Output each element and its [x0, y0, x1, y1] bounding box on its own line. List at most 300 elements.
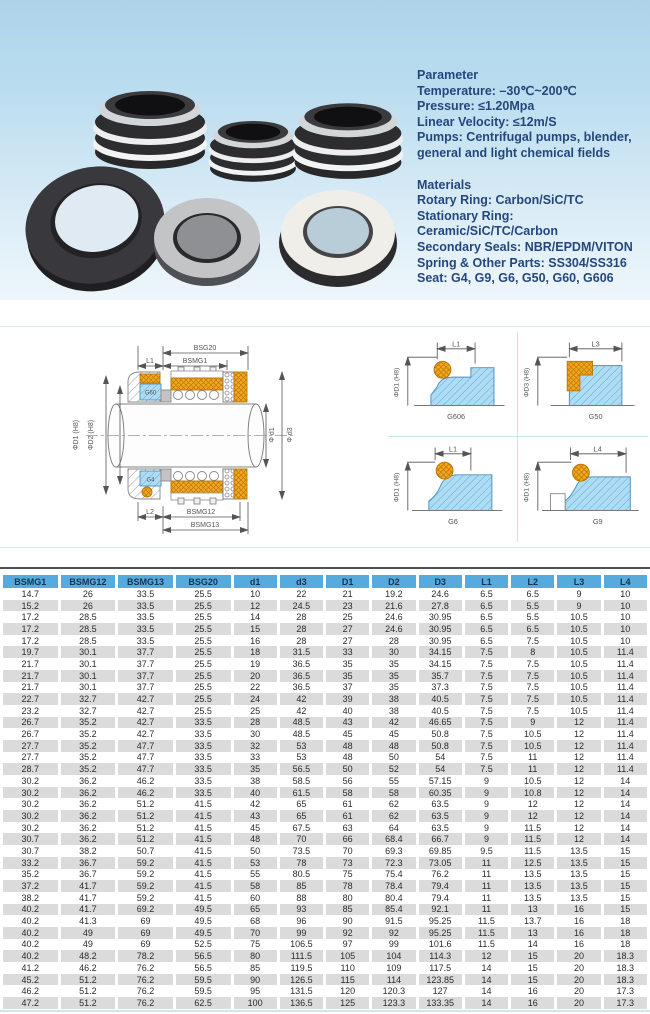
- table-cell: 15: [234, 623, 277, 635]
- table-cell: 12: [234, 600, 277, 612]
- table-row: [3, 869, 647, 881]
- table-cell: 27: [326, 623, 369, 635]
- table-cell: 95.25: [428, 916, 452, 927]
- table-row: [3, 962, 647, 974]
- table-cell: 41.2: [21, 962, 40, 973]
- table-cell: 45.2: [3, 974, 58, 986]
- table-row: [3, 904, 647, 916]
- table-cell: 40: [342, 705, 353, 716]
- table-cell: 73.5: [292, 845, 311, 856]
- parameter-line: Temperature: –30℃~200℃: [417, 83, 577, 98]
- table-cell: 51.2: [61, 997, 116, 1009]
- table-cell: 42: [296, 705, 307, 716]
- table-cell: 40.5: [431, 705, 449, 716]
- table-cell: 131.5: [290, 986, 313, 997]
- table-cell: 11: [465, 857, 508, 869]
- table-cell: 7.5: [465, 717, 508, 729]
- carbon-ring: [14, 154, 177, 300]
- table-cell: 63.5: [431, 822, 449, 833]
- table-cell: 24.6: [385, 612, 403, 623]
- table-cell: 11.4: [604, 670, 647, 682]
- column-header: BSMG12: [61, 575, 116, 588]
- seat-dim-label: L4: [593, 444, 602, 454]
- table-cell: 41.5: [176, 810, 231, 822]
- table-cell: 101.6: [428, 939, 452, 950]
- table-row: [3, 728, 647, 740]
- table-cell: 10.5: [570, 705, 588, 716]
- table-cell: 10.5: [570, 658, 588, 669]
- table-cell: 10: [250, 588, 261, 599]
- table-cell: 21.6: [372, 600, 415, 612]
- table-cell: 24.5: [280, 600, 323, 612]
- table-cell: 67.5: [292, 822, 311, 833]
- column-header: L2: [511, 575, 554, 588]
- table-cell: 48.2: [61, 950, 116, 962]
- table-cell: 32.7: [79, 705, 97, 716]
- table-cell: 11.5: [478, 916, 495, 927]
- table-cell: 38: [250, 775, 261, 786]
- materials-line: Secondary Seals: NBR/EPDM/VITON: [417, 239, 633, 254]
- table-cell: 10.5: [557, 693, 600, 705]
- table-cell: 25.5: [194, 658, 212, 669]
- table-cell: 52: [372, 763, 415, 775]
- table-cell: 36.2: [79, 775, 97, 786]
- table-row: [3, 658, 647, 670]
- table-cell: 59.2: [118, 857, 173, 869]
- table-cell: 72.3: [372, 857, 415, 869]
- table-cell: 15: [511, 974, 554, 986]
- table-cell: 7.5: [465, 763, 508, 775]
- table-cell: 28: [296, 612, 307, 623]
- table-cell: 58: [234, 880, 277, 892]
- table-cell: 46.2: [21, 986, 40, 997]
- table-cell: 7.5: [526, 682, 539, 693]
- table-row: [3, 974, 647, 986]
- table-cell: 126.5: [280, 974, 323, 986]
- table-cell: 20: [557, 974, 600, 986]
- table-cell: 11.4: [616, 729, 634, 740]
- table-cell: 42.7: [118, 717, 173, 729]
- table-row: [3, 682, 647, 694]
- materials-line: Stationary Ring: Ceramic/SiC/TC/Carbon: [417, 208, 559, 239]
- table-cell: 34.15: [428, 658, 452, 669]
- table-cell: 25.5: [176, 670, 231, 682]
- table-cell: 40.2: [3, 950, 58, 962]
- table-cell: 27.8: [419, 600, 462, 612]
- table-cell: 14: [481, 986, 492, 997]
- table-cell: 17.2: [21, 635, 40, 646]
- table-cell: 54: [419, 763, 462, 775]
- table-cell: 78.4: [372, 880, 415, 892]
- table-row: [3, 892, 647, 904]
- table-row: [3, 997, 647, 1009]
- table-cell: 41.3: [79, 916, 97, 927]
- bellows-seal-small: [209, 121, 298, 182]
- table-cell: 28: [388, 635, 399, 646]
- table-cell: 11: [465, 904, 508, 916]
- table-cell: 56.5: [176, 950, 231, 962]
- table-cell: 15: [604, 857, 647, 869]
- table-row: [3, 810, 647, 822]
- table-cell: 99: [280, 927, 323, 939]
- table-cell: 127: [432, 986, 448, 997]
- table-cell: 28: [234, 717, 277, 729]
- table-cell: 41.7: [61, 904, 116, 916]
- table-cell: 45: [250, 822, 261, 833]
- table-cell: 18: [620, 916, 631, 927]
- table-cell: 36.7: [61, 857, 116, 869]
- table-cell: 45: [388, 729, 399, 740]
- table-cell: 33.5: [194, 729, 212, 740]
- table-cell: 13.5: [523, 869, 542, 880]
- table-cell: 30.95: [419, 623, 462, 635]
- column-header: D1: [326, 575, 369, 588]
- seat-diagram-g9: [518, 437, 648, 542]
- table-cell: 41.5: [194, 892, 212, 903]
- table-header-row: [3, 575, 647, 588]
- table-cell: 73: [326, 857, 369, 869]
- table-cell: 6.5: [526, 588, 539, 599]
- table-cell: 28.5: [61, 623, 116, 635]
- table-cell: 40.2: [3, 927, 58, 939]
- table-cell: 69: [140, 939, 151, 950]
- table-cell: 25.5: [194, 635, 212, 646]
- table-cell: 52.5: [194, 939, 212, 950]
- table-cell: 27: [342, 635, 353, 646]
- table-cell: 11.4: [616, 658, 634, 669]
- table-cell: 40.2: [21, 939, 40, 950]
- table-cell: 14: [604, 787, 647, 799]
- table-cell: 90: [234, 974, 277, 986]
- table-cell: 23.2: [21, 705, 40, 716]
- table-cell: 70: [234, 927, 277, 939]
- hero-section: [0, 0, 650, 300]
- table-cell: 25.5: [194, 588, 212, 599]
- table-row: [3, 833, 647, 845]
- seat-bore-label: ΦD1 (H8): [392, 472, 400, 503]
- table-cell: 12: [557, 787, 600, 799]
- table-row: [3, 600, 647, 612]
- diagram-section: [0, 326, 650, 548]
- table-cell: 49.5: [176, 927, 231, 939]
- table-cell: 16: [573, 916, 584, 927]
- table-cell: 88: [296, 892, 307, 903]
- table-row: [3, 588, 647, 600]
- table-cell: 6.5: [511, 623, 554, 635]
- table-cell: 36.2: [61, 810, 116, 822]
- table-cell: 35: [388, 658, 399, 669]
- seat-diagram-g606: [388, 332, 518, 437]
- table-cell: 34.15: [419, 646, 462, 658]
- table-cell: 12.5: [511, 857, 554, 869]
- table-cell: 63.5: [419, 810, 462, 822]
- table-cell: 33.5: [176, 763, 231, 775]
- table-cell: 37.7: [118, 670, 173, 682]
- table-cell: 59.2: [136, 869, 155, 880]
- materials-line: Seat: G4, G9, G6, G50, G60, G606: [417, 271, 614, 286]
- table-cell: 12: [557, 833, 600, 845]
- table-cell: 32: [234, 740, 277, 752]
- table-cell: 75: [342, 869, 353, 880]
- table-cell: 9: [576, 588, 582, 599]
- table-cell: 35.7: [419, 670, 462, 682]
- table-cell: 41.5: [194, 845, 212, 856]
- table-cell: 35.2: [61, 740, 116, 752]
- table-row: [3, 939, 647, 951]
- table-cell: 25: [250, 705, 261, 716]
- dim-label-d2h8: ΦD2 (H8): [88, 419, 95, 451]
- table-cell: 42: [250, 799, 261, 810]
- table-cell: 33.5: [176, 717, 231, 729]
- table-cell: 7.5: [526, 658, 539, 669]
- table-cell: 110: [340, 962, 355, 973]
- table-cell: 14: [604, 833, 647, 845]
- table-cell: 12: [573, 799, 584, 810]
- table-cell: 123.85: [419, 974, 462, 986]
- table-cell: 7.5: [465, 693, 508, 705]
- table-cell: 7.5: [480, 752, 493, 763]
- table-cell: 51.2: [136, 822, 155, 833]
- table-cell: 33.2: [3, 857, 58, 869]
- table-row: [3, 646, 647, 658]
- table-cell: 43: [326, 717, 369, 729]
- table-cell: 11.4: [604, 740, 647, 752]
- table-cell: 33: [250, 752, 261, 763]
- table-cell: 51.2: [79, 986, 97, 997]
- table-cell: 133.35: [419, 997, 462, 1009]
- table-cell: 38.2: [79, 845, 97, 856]
- table-cell: 65: [280, 810, 323, 822]
- table-cell: 14: [465, 974, 508, 986]
- table-cell: 7.5: [480, 705, 493, 716]
- materials-line: Spring & Other Parts: SS304/SS316: [417, 255, 627, 270]
- table-cell: 55: [388, 775, 399, 786]
- white-ring: [279, 190, 397, 287]
- table-cell: 25.5: [194, 682, 212, 693]
- table-cell: 97: [342, 939, 353, 950]
- table-cell: 20: [234, 670, 277, 682]
- table-cell: 13.5: [570, 892, 588, 903]
- table-cell: 6.5: [465, 623, 508, 635]
- table-cell: 100: [234, 997, 277, 1009]
- table-cell: 36.5: [292, 658, 311, 669]
- table-cell: 28: [280, 623, 323, 635]
- parameter-line: general and light chemical fields: [417, 145, 611, 160]
- table-cell: 18: [620, 939, 631, 950]
- table-cell: 92: [372, 927, 415, 939]
- table-cell: 50: [388, 752, 399, 763]
- table-cell: 85: [326, 904, 369, 916]
- table-cell: 30.2: [21, 775, 40, 786]
- table-cell: 37.7: [136, 682, 155, 693]
- table-cell: 48: [326, 740, 369, 752]
- table-cell: 33.5: [194, 752, 212, 763]
- table-cell: 10.5: [523, 729, 542, 740]
- table-cell: 14: [620, 822, 631, 833]
- table-cell: 7.5: [465, 670, 508, 682]
- table-cell: 36.5: [292, 682, 311, 693]
- table-cell: 58.5: [292, 775, 311, 786]
- table-cell: 41.5: [194, 869, 212, 880]
- table-cell: 14.7: [21, 588, 40, 599]
- table-cell: 15: [527, 962, 538, 973]
- table-cell: 26: [82, 588, 93, 599]
- table-cell: 12: [465, 950, 508, 962]
- table-cell: 90: [342, 916, 353, 927]
- table-cell: 70: [342, 845, 353, 856]
- bellows-seal-large: [93, 91, 207, 169]
- table-cell: 33.5: [136, 635, 155, 646]
- table-cell: 11.5: [524, 845, 542, 856]
- table-cell: 12: [557, 717, 600, 729]
- materials-block: [417, 178, 647, 287]
- table-cell: 35.2: [21, 869, 40, 880]
- table-cell: 25.5: [176, 600, 231, 612]
- table-cell: 28.5: [79, 612, 97, 623]
- table-cell: 15.2: [3, 600, 58, 612]
- gray-ring: [154, 198, 260, 286]
- table-cell: 7.5: [480, 682, 493, 693]
- table-cell: 99: [388, 939, 399, 950]
- table-cell: 15: [604, 904, 647, 916]
- spacer: [0, 300, 650, 326]
- table-cell: 47.7: [136, 752, 155, 763]
- table-cell: 11.5: [511, 833, 554, 845]
- table-cell: 28.5: [79, 635, 97, 646]
- table-cell: 25: [342, 612, 353, 623]
- table-row: [3, 775, 647, 787]
- seat-name-label: G50: [588, 411, 603, 421]
- table-cell: 8: [511, 646, 554, 658]
- table-cell: 16: [557, 927, 600, 939]
- table-cell: 12: [557, 763, 600, 775]
- table-row: [3, 740, 647, 752]
- table-cell: 76.2: [118, 997, 173, 1009]
- table-cell: 10.5: [570, 612, 588, 623]
- table-cell: 25.5: [176, 693, 231, 705]
- table-cell: 33.5: [118, 623, 173, 635]
- table-row: [3, 763, 647, 775]
- table-cell: 60.35: [419, 787, 462, 799]
- table-row: [3, 845, 647, 857]
- table-cell: 11: [481, 869, 492, 880]
- table-cell: 36.7: [79, 869, 97, 880]
- table-cell: 30: [372, 646, 415, 658]
- table-cell: 61: [342, 799, 353, 810]
- table-cell: 12: [573, 729, 584, 740]
- table-cell: 9: [465, 810, 508, 822]
- table-cell: 37: [342, 682, 353, 693]
- table-cell: 25.5: [194, 612, 212, 623]
- table-cell: 92: [326, 927, 369, 939]
- table-row: [3, 635, 647, 647]
- table-cell: 37.7: [118, 646, 173, 658]
- table-cell: 59.5: [194, 986, 212, 997]
- table-cell: 16: [511, 997, 554, 1009]
- table-cell: 62.5: [176, 997, 231, 1009]
- table-cell: 33.5: [176, 787, 231, 799]
- table-cell: 12: [573, 822, 584, 833]
- table-cell: 13.5: [511, 880, 554, 892]
- table-cell: 85: [280, 880, 323, 892]
- table-cell: 78: [280, 857, 323, 869]
- column-header: d3: [280, 575, 323, 588]
- table-cell: 46.65: [419, 717, 462, 729]
- table-cell: 13.5: [570, 845, 588, 856]
- table-cell: 80: [342, 892, 353, 903]
- table-cell: 30.95: [428, 612, 452, 623]
- table-cell: 35.2: [61, 763, 116, 775]
- table-cell: 56.5: [280, 763, 323, 775]
- table-cell: 26: [61, 600, 116, 612]
- table-cell: 27.7: [21, 752, 40, 763]
- table-cell: 33.5: [136, 588, 155, 599]
- table-cell: 19.7: [3, 646, 58, 658]
- table-cell: 11.4: [616, 682, 634, 693]
- dim-label-l2: L2: [146, 509, 154, 516]
- table-cell: 69.85: [428, 845, 452, 856]
- table-cell: 9.5: [480, 845, 493, 856]
- table-cell: 18.3: [604, 950, 647, 962]
- table-cell: 115: [326, 974, 369, 986]
- table-cell: 59.2: [118, 880, 173, 892]
- bellows-seal-right: [293, 103, 404, 179]
- table-cell: 40.2: [3, 904, 58, 916]
- seat-dim-label: L1: [448, 444, 457, 454]
- table-row: [3, 927, 647, 939]
- table-cell: 63.5: [431, 799, 449, 810]
- table-cell: 54: [435, 752, 446, 763]
- table-row: [3, 705, 647, 717]
- table-cell: 20: [573, 962, 584, 973]
- table-cell: 35: [388, 682, 399, 693]
- table-cell: 38: [388, 705, 399, 716]
- table-cell: 20: [557, 950, 600, 962]
- table-cell: 12: [573, 775, 584, 786]
- table-cell: 69.2: [118, 904, 173, 916]
- table-cell: 18: [234, 646, 277, 658]
- table-cell: 35: [234, 763, 277, 775]
- table-cell: 11: [465, 880, 508, 892]
- dim-label-phi-d3: Φ d3: [287, 427, 294, 443]
- table-cell: 12: [557, 740, 600, 752]
- table-cell: 42.7: [136, 729, 155, 740]
- table-cell: 20: [557, 997, 600, 1009]
- table-cell: 36.2: [79, 799, 97, 810]
- table-cell: 51.2: [118, 833, 173, 845]
- table-cell: 9: [483, 775, 489, 786]
- table-cell: 63: [342, 822, 353, 833]
- seat-diagram-g6: [388, 437, 518, 542]
- table-cell: 14: [465, 997, 508, 1009]
- table-cell: 41.5: [176, 833, 231, 845]
- table-cell: 119.5: [290, 962, 313, 973]
- table-cell: 41.7: [61, 880, 116, 892]
- table-cell: 41.5: [176, 880, 231, 892]
- table-cell: 38.2: [21, 892, 40, 903]
- spec-text: [417, 68, 647, 287]
- table-cell: 59.2: [136, 892, 155, 903]
- table-cell: 30.95: [428, 635, 452, 646]
- table-row: [3, 717, 647, 729]
- table-cell: 28.7: [3, 763, 58, 775]
- table-cell: 69: [140, 916, 151, 927]
- table-cell: 17.2: [3, 623, 58, 635]
- table-cell: 104: [372, 950, 415, 962]
- table-cell: 36.2: [79, 822, 97, 833]
- seat-bore-label: ΦD1 (H8): [392, 367, 400, 397]
- table-cell: 13.5: [557, 880, 600, 892]
